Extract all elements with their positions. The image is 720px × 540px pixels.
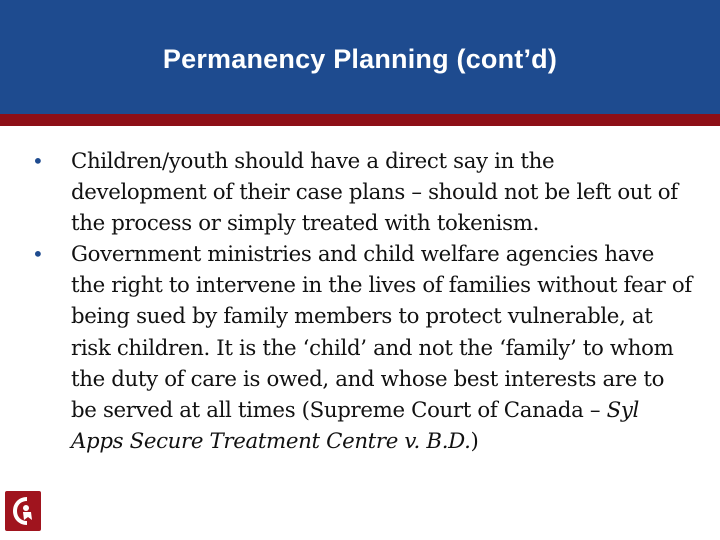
title-bar <box>0 0 720 114</box>
bullet-marker: • <box>32 242 44 267</box>
bullet-list <box>32 146 692 457</box>
bullet-text-end: ) <box>470 428 479 454</box>
case-citation: Syl Apps Secure Treatment Centre v. B.D. <box>71 397 639 454</box>
bullet-item <box>32 146 692 239</box>
organization-logo-icon <box>4 490 42 532</box>
slide-body <box>32 146 692 457</box>
slide-title: Permanency Planning (cont’d) <box>162 43 558 74</box>
title-divider <box>0 114 720 126</box>
bullet-marker: • <box>32 149 44 173</box>
bullet-item <box>32 239 692 457</box>
bullet-text: Government ministries and child welfare agencies have the right to intervene in the lives of families without fear of being sued by family members to protect vulnerable, at risk children. It is the ‘child’ and not the ‘family’ to whom the duty of care is owed, and whose best interests are to be served at all times (Supreme Court of Canada – <box>71 242 692 423</box>
bullet-text: Children/youth should have a direct say in the development of their case plans – should not be left out of the process or simply treated with tokenism. <box>71 149 678 237</box>
